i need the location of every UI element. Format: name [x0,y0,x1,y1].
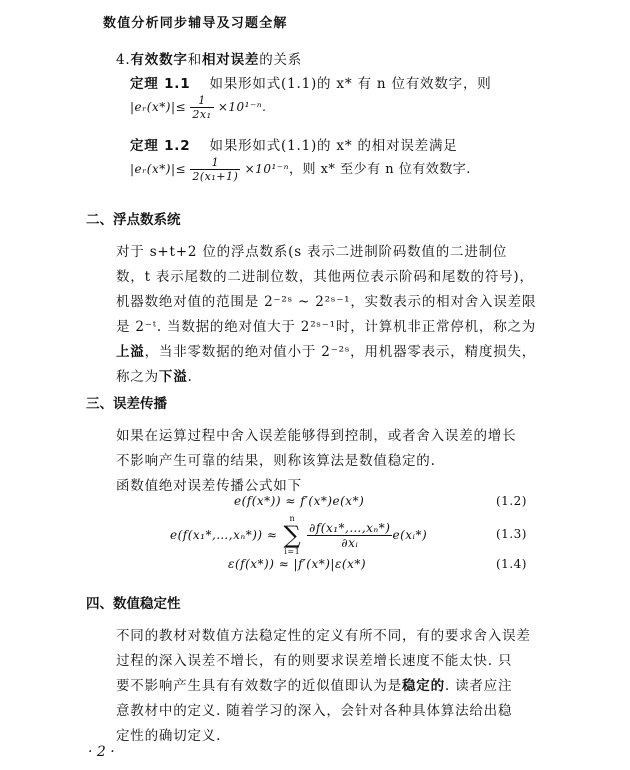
theorem-text: 如果形如式(1.1)的 x* 的相对误差满足 [209,138,458,154]
formula-right: ×10¹⁻ⁿ [244,162,289,176]
fraction [190,156,240,183]
theorem-1-1 [130,72,492,92]
running-header: 数值分析同步辅导及习题全解 [103,16,288,31]
fraction-denominator: 2(x₁+1) [192,170,239,183]
equation-number: (1.2) [496,494,527,508]
heading-end: 的关系 [259,52,303,68]
fraction-denominator: 2x₁ [192,108,212,121]
formula-tail: ，则 x* 至少有 n 位有效数字. [288,162,471,177]
paragraph-line: 过程的深入误差不增长，有的则要求误差增长速度不能太快. 只 [116,653,513,669]
fraction-numerator: 1 [190,156,240,170]
paragraph-line: 不影响产生可靠的结果，则称该算法是数值稳定的. [116,453,436,469]
equation-1-3 [170,514,427,556]
heading-mid: 和 [187,52,202,68]
paragraph-line: 如果在运算过程中舍入误差能够得到控制，或者舍入误差的增长 [116,428,517,444]
line-pre: 称之为 [116,369,159,385]
page-number: · 2 · [88,744,115,760]
partial-fraction [307,521,392,550]
summation [283,514,301,556]
sum-lower: i=1 [284,547,301,556]
formula-right: ×10¹⁻ⁿ. [217,100,267,114]
heading-bold-1: 有效数字 [130,52,188,68]
sum-symbol: ∑ [283,521,302,549]
line-rest: ，当非零数据的绝对值小于 2⁻²ˢ，用机器零表示，精度损失， [144,344,537,360]
paragraph-line [116,674,512,694]
term-underflow: 下溢 [158,369,188,385]
theorem-label: 定理 1.2 [130,138,191,154]
formula-left: |eᵣ(x*)|≤ [130,162,187,176]
heading-bold-2: 相对误差 [202,52,260,68]
section-heading-relation [116,48,302,68]
paragraph-line: 函数值绝对误差传播公式如下 [116,478,302,494]
theorem-1-2-formula [130,156,471,183]
formula-left: |eᵣ(x*)|≤ [130,100,187,114]
eq-right: e(xᵢ*) [392,528,428,542]
paragraph-line: 对于 s+t+2 位的浮点数系(s 表示二进制阶码数值的二进制位 [116,244,508,260]
term-stable: 稳定的 [402,678,445,694]
equation-1-2: e(f(x*)) ≈ f′(x*)e(x*) [234,494,365,508]
section-title-stability: 四、数值稳定性 [86,596,181,612]
eq-left: e(f(x₁*,…,xₙ*)) ≈ [170,528,278,542]
fraction-numerator: ∂f(x₁*,…,xₙ*) [309,520,391,535]
paragraph-line: 机器数绝对值的范围是 2⁻²ˢ ~ 2²ˢ⁻¹，实数表示的相对舍入误差限 [116,294,537,310]
line-part: 要不影响产生具有有效数字的近似值即认为是 [116,678,402,694]
equation-1-4: ε(f(x*)) ≈ |f′(x*)|ε(x*) [228,557,367,571]
equation-number: (1.3) [496,527,527,541]
term-overflow: 上溢 [116,344,145,360]
fraction-denominator: ∂xᵢ [341,535,359,550]
line-end: . [187,369,193,385]
fraction [190,94,213,121]
theorem-1-2 [130,134,458,154]
paragraph-line [116,340,536,360]
section-title-floating: 二、浮点数系统 [86,212,181,228]
paragraph-line [116,365,193,385]
heading-number: 4. [116,52,131,68]
section-title-error-propagation: 三、误差传播 [86,396,167,412]
paragraph-line: 不同的教材对数值方法稳定性的定义有所不同，有的要求舍入误差 [116,628,531,644]
paragraph-line: 数，t 表示尾数的二进制位数，其他两位表示阶码和尾数的符号)， [116,269,534,285]
paragraph-line: 意教材中的定义. 随着学习的深入，会针对各种具体算法给出稳 [116,703,513,719]
equation-number: (1.4) [496,557,527,571]
theorem-text: 如果形如式(1.1)的 x* 有 n 位有效数字，则 [209,76,492,92]
paragraph-line: 是 2⁻ᵗ. 当数据的绝对值大于 2²ˢ⁻¹时，计算机非正常停机，称之为 [116,319,537,335]
line-part: . 读者应注 [444,678,513,694]
fraction-numerator: 1 [190,94,213,108]
theorem-label: 定理 1.1 [130,76,191,92]
sum-upper: n [289,514,296,523]
theorem-1-1-formula [130,94,266,121]
paragraph-line: 定性的确切定义. [116,728,222,744]
